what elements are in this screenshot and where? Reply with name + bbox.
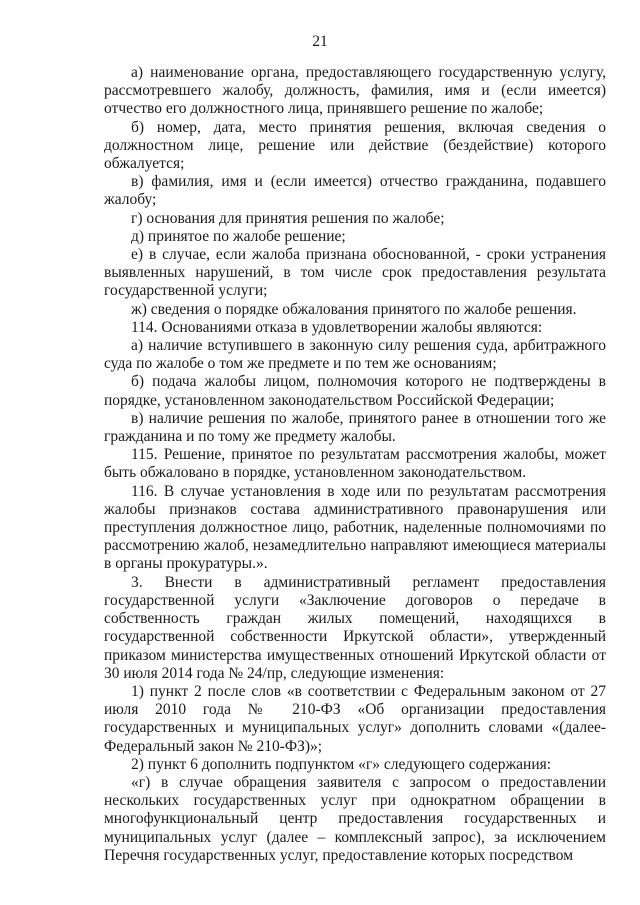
paragraph-114-v: в) наличие решения по жалобе, принятого ранее в отношении того же гражданина и по тому же предмету жалобы. — [104, 409, 606, 446]
paragraph-complaint-decision-d: д) принятое по жалобе решение; — [131, 227, 346, 245]
paragraph-item-3-2: 2) пункт 6 дополнить подпунктом «г» следующего содержания: — [131, 755, 552, 773]
paragraph-115: 115. Решение, принятое по результатам рассмотрения жалобы, может быть обжаловано в порядке, установленном законодательством. — [104, 446, 606, 482]
paragraph-114: 114. Основаниями отказа в удовлетворении жалобы являются: — [131, 318, 543, 336]
paragraph-116: 116. В случае установления в ходе или по результатам рассмотрения жалобы признаков состава административного правонарушения или преступления должностное лицо, работник, наделенные полномочиями по рассмотрению жалоб, незамедлительно направляют имеющиеся материалы в органы прокуратуры.». — [104, 482, 606, 573]
paragraph-complaint-decision-v: в) фамилия, имя и (если имеется) отчество гражданина, подавшего жалобу; — [104, 173, 606, 209]
paragraph-complaint-decision-zh: ж) сведения о порядке обжалования принятого по жалобе решения. — [131, 300, 577, 318]
page-number: 21 — [312, 33, 328, 50]
paragraph-114-a: а) наличие вступившего в законную силу решения суда, арбитражного суда по жалобе о том же предмете и по тем же основаниям; — [104, 337, 606, 373]
paragraph-complaint-decision-e: е) в случае, если жалоба признана обоснованной, - сроки устранения выявленных нарушений, в том числе срок предоставления результата государственной услуги; — [104, 246, 606, 300]
paragraph-complaint-decision-a: а) наименование органа, предоставляющего государственную услугу, рассмотревшего жалобу, должность, фамилия, имя и (если имеется) отчество его должностного лица, принявшего решение по жалобе; — [104, 64, 606, 118]
paragraph-subitem-g: «г) в случае обращения заявителя с запросом о предоставлении нескольких государственных услуг при однократном обращении в многофункциональный центр предоставления государственных и муниципальных услуг (далее – комплексный запрос), за исключением Перечня государственных услуг, предоставление которых посредством — [104, 773, 606, 864]
paragraph-item-3-1: 1) пункт 2 после слов «в соответствии с Федеральным законом от 27 июля 2010 года № 210-ФЗ «Об организации предоставления государственных и муниципальных услуг» дополнить словами «(далее- Федеральный закон № 210-ФЗ)»; — [104, 682, 606, 755]
paragraph-complaint-decision-b: б) номер, дата, место принятия решения, включая сведения о должностном лице, решение или действие (бездействие) которого обжалуется; — [104, 118, 606, 173]
paragraph-114-b: б) подача жалобы лицом, полномочия которого не подтверждены в порядке, установленном законодательством Российской Федерации; — [104, 373, 606, 409]
paragraph-complaint-decision-g: г) основания для принятия решения по жалобе; — [131, 209, 445, 227]
document-body — [104, 64, 606, 865]
paragraph-item-3: 3. Внести в административный регламент предоставления государственной услуги «Заключение договоров о передаче в собственность граждан жилых помещений, находящихся в государственной собственности Иркутской области», утвержденный приказом министерства имущественных отношений Иркутской области от 30 июля 2014 года № 24/пр, следующие изменения: — [104, 573, 606, 682]
